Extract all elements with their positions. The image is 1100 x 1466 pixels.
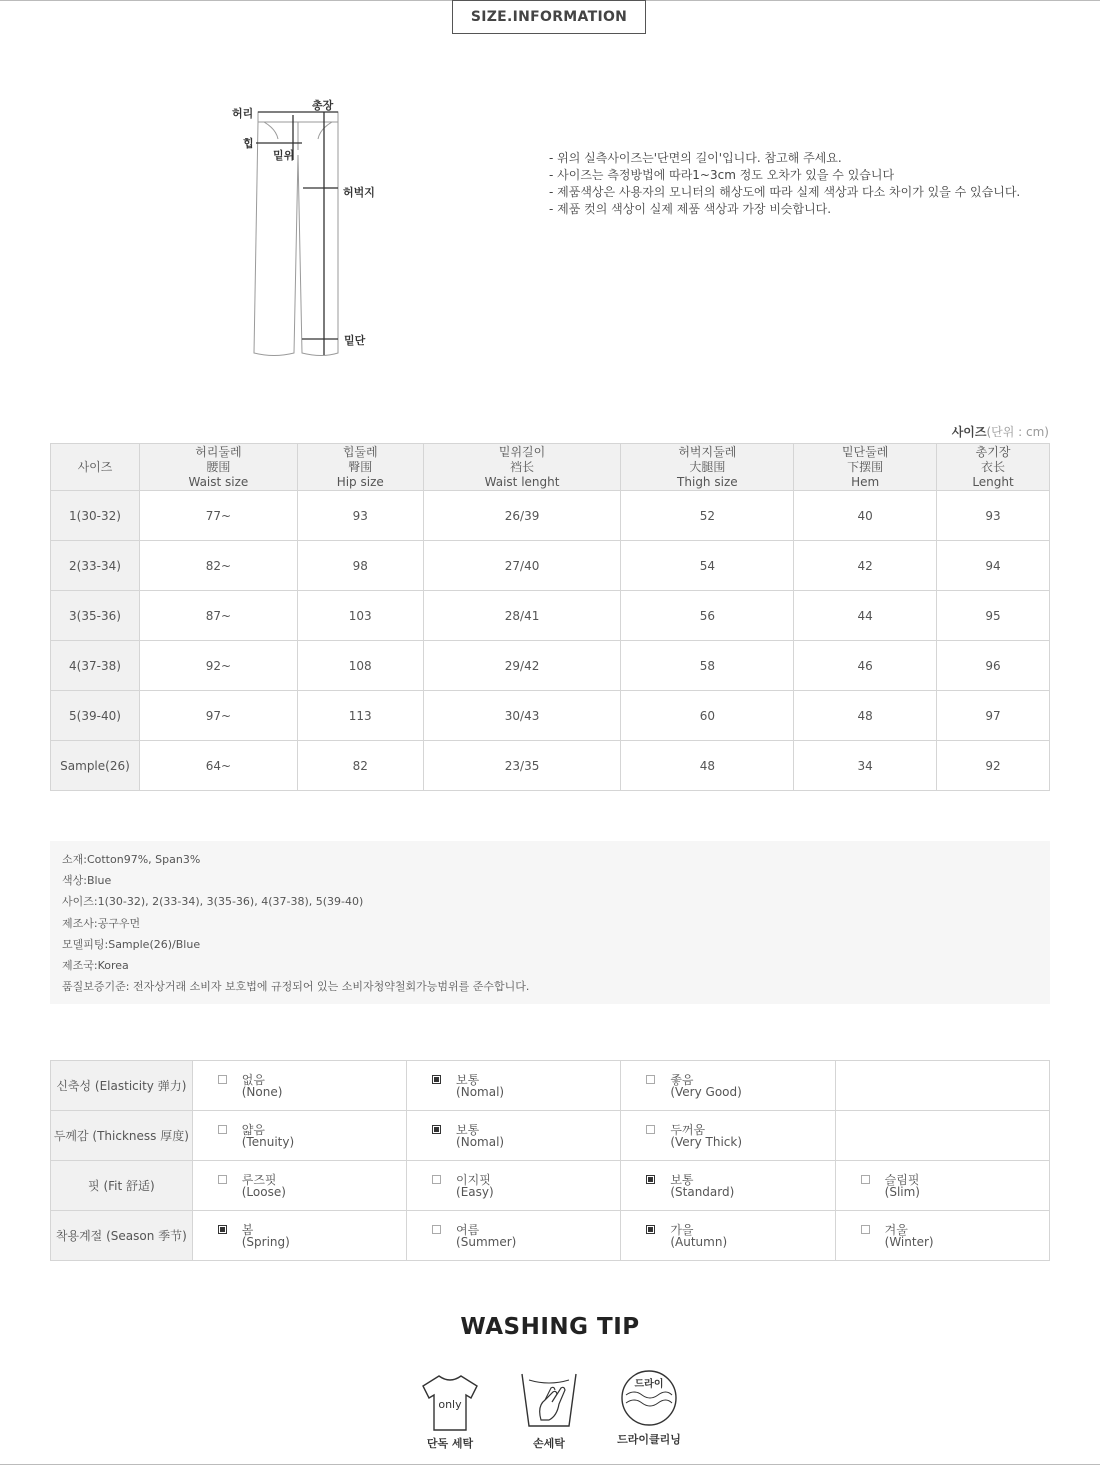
attribute-option <box>621 1111 835 1161</box>
option-label-en: (Very Thick) <box>670 1135 743 1149</box>
size-cell: 58 <box>621 641 794 691</box>
info-model-fitting: 모델피팅:Sample(26)/Blue <box>62 937 201 951</box>
checkbox-checked-icon <box>646 1175 655 1184</box>
info-sizes: 사이즈:1(30-32), 2(33-34), 3(35-36), 4(37-38), 5(39-40) <box>62 895 364 909</box>
attribute-name: 두께감 (Thickness 厚度) <box>51 1111 193 1161</box>
option-label-ko: 얇음 <box>241 1123 265 1137</box>
checkbox-checked-icon <box>218 1225 227 1234</box>
header-hem: 밑단둘레 下摆围 Hem <box>794 444 937 491</box>
attribute-option <box>192 1111 406 1161</box>
label-rise: 밑위 <box>273 149 295 162</box>
size-cell: 103 <box>297 591 423 641</box>
option-label-ko: 가을 <box>670 1223 694 1237</box>
size-row <box>51 491 1050 541</box>
checkbox-empty-icon <box>432 1225 441 1234</box>
size-row <box>51 641 1050 691</box>
size-row <box>51 691 1050 741</box>
attribute-option <box>835 1161 1049 1211</box>
checkbox-empty-icon <box>218 1125 227 1134</box>
attribute-option-label <box>456 1174 494 1198</box>
size-cell-label: 2(33-34) <box>51 541 140 591</box>
size-cell: 34 <box>794 741 937 791</box>
checkbox-empty-icon <box>218 1075 227 1084</box>
attribute-option <box>407 1211 621 1261</box>
size-cell: 44 <box>794 591 937 641</box>
size-cell: 42 <box>794 541 937 591</box>
option-label-en: (Tenuity) <box>241 1135 295 1149</box>
option-label-en: (Nomal) <box>456 1085 505 1099</box>
attribute-option <box>621 1161 835 1211</box>
size-cell: 46 <box>794 641 937 691</box>
size-cell: 92~ <box>139 641 297 691</box>
size-cell: 27/40 <box>423 541 621 591</box>
label-dry-clean: 드라이클리닝 <box>617 1433 681 1446</box>
size-row <box>51 591 1050 641</box>
size-cell: 28/41 <box>423 591 621 641</box>
size-cell: 26/39 <box>423 491 621 541</box>
tshirt-only-icon <box>421 1372 479 1436</box>
option-label-en: (Spring) <box>241 1235 290 1249</box>
option-label-en: (Easy) <box>456 1185 494 1199</box>
size-cell: 93 <box>937 491 1050 541</box>
info-origin: 제조국:Korea <box>62 958 129 972</box>
attribute-name: 착용계절 (Season 季节) <box>51 1211 193 1261</box>
attribute-option <box>407 1061 621 1111</box>
option-label-en: (Autumn) <box>670 1235 728 1249</box>
checkbox-empty-icon <box>646 1125 655 1134</box>
option-label-en: (Very Good) <box>670 1085 742 1099</box>
attribute-option-label <box>670 1074 741 1098</box>
attribute-option <box>621 1061 835 1111</box>
option-label-ko: 겨울 <box>884 1223 908 1237</box>
attribute-row <box>51 1211 1050 1261</box>
label-waist: 허리 <box>232 107 254 120</box>
attribute-option-label <box>242 1124 294 1148</box>
size-cell-label: 3(35-36) <box>51 591 140 641</box>
size-cell: 94 <box>937 541 1050 591</box>
unit-label: 사이즈 <box>951 425 987 439</box>
attribute-option <box>192 1161 406 1211</box>
size-cell: 82~ <box>139 541 297 591</box>
attribute-option <box>192 1211 406 1261</box>
attribute-table <box>50 1060 1050 1261</box>
unit-caption <box>952 423 1049 440</box>
size-cell: 29/42 <box>423 641 621 691</box>
header-size: 사이즈 <box>51 444 140 491</box>
hand-wash-icon <box>519 1370 579 1436</box>
attribute-option <box>407 1111 621 1161</box>
option-label-ko: 좋음 <box>670 1073 694 1087</box>
label-thigh: 허벅지 <box>343 186 375 199</box>
attribute-option-label <box>670 1224 727 1248</box>
attribute-option-label <box>456 1124 504 1148</box>
option-label-ko: 슬림핏 <box>884 1173 920 1187</box>
label-wash-alone: 단독 세탁 <box>426 1437 474 1450</box>
size-cell: 54 <box>621 541 794 591</box>
dry-clean-icon <box>620 1369 678 1431</box>
size-cell-label: 5(39-40) <box>51 691 140 741</box>
size-cell: 52 <box>621 491 794 541</box>
attribute-option-label <box>885 1174 920 1198</box>
size-cell: 56 <box>621 591 794 641</box>
option-label-en: (Winter) <box>884 1235 934 1249</box>
size-cell: 92 <box>937 741 1050 791</box>
checkbox-checked-icon <box>646 1225 655 1234</box>
option-label-ko: 이지핏 <box>456 1173 491 1187</box>
size-table-header <box>51 444 1050 491</box>
note-line: - 제품 컷의 색상이 실제 제품 색상과 가장 비슷합니다. <box>549 202 832 216</box>
checkbox-checked-icon <box>432 1075 441 1084</box>
size-cell: 48 <box>621 741 794 791</box>
size-cell-label: 1(30-32) <box>51 491 140 541</box>
size-cell: 82 <box>297 741 423 791</box>
checkbox-checked-icon <box>432 1125 441 1134</box>
attribute-option-label <box>242 1074 283 1098</box>
option-label-ko: 두꺼움 <box>670 1123 706 1137</box>
size-cell: 97 <box>937 691 1050 741</box>
product-info-box <box>50 841 1050 1004</box>
tshirt-only-text: only <box>438 1398 462 1411</box>
option-label-en: (Summer) <box>456 1235 517 1249</box>
option-label-ko: 여름 <box>456 1223 480 1237</box>
attribute-option-label <box>670 1124 742 1148</box>
size-notes <box>549 150 1029 218</box>
label-hand-wash: 손세탁 <box>533 1437 565 1450</box>
option-label-ko: 루즈핏 <box>241 1173 277 1187</box>
info-manufacturer: 제조사:공구우먼 <box>62 916 141 930</box>
checkbox-empty-icon <box>861 1175 870 1184</box>
attribute-option-label <box>242 1224 290 1248</box>
option-label-en: (None) <box>241 1085 283 1099</box>
header-length: 총기장 衣长 Lenght <box>937 444 1050 491</box>
size-row <box>51 741 1050 791</box>
option-label-en: (Standard) <box>670 1185 735 1199</box>
attribute-row <box>51 1111 1050 1161</box>
attribute-name: 신축성 (Elasticity 弹力) <box>51 1061 193 1111</box>
size-cell: 23/35 <box>423 741 621 791</box>
size-cell-label: 4(37-38) <box>51 641 140 691</box>
option-label-ko: 보통 <box>456 1073 480 1087</box>
checkbox-empty-icon <box>432 1175 441 1184</box>
attribute-option-label <box>456 1074 504 1098</box>
attribute-option <box>835 1211 1049 1261</box>
size-cell-label: Sample(26) <box>51 741 140 791</box>
attribute-empty-cell <box>835 1061 1049 1111</box>
size-cell: 87~ <box>139 591 297 641</box>
attribute-row <box>51 1161 1050 1211</box>
size-row <box>51 541 1050 591</box>
checkbox-empty-icon <box>218 1175 227 1184</box>
size-cell: 30/43 <box>423 691 621 741</box>
attribute-option <box>407 1161 621 1211</box>
header-rise: 밑위길이 裆长 Waist lenght <box>423 444 621 491</box>
option-label-ko: 봄 <box>241 1223 254 1237</box>
size-cell: 77~ <box>139 491 297 541</box>
attribute-row <box>51 1061 1050 1111</box>
size-cell: 96 <box>937 641 1050 691</box>
option-label-ko: 보통 <box>456 1123 480 1137</box>
washing-tip-title: WASHING TIP <box>460 1314 640 1340</box>
checkbox-empty-icon <box>646 1075 655 1084</box>
info-color: 색상:Blue <box>62 874 112 888</box>
note-line: - 사이즈는 측정방법에 따라1~3cm 정도 오차가 있을 수 있습니다 <box>549 168 895 182</box>
size-cell: 98 <box>297 541 423 591</box>
info-material: 소재:Cotton97%, Span3% <box>62 853 201 866</box>
attribute-empty-cell <box>835 1111 1049 1161</box>
attribute-option-label <box>670 1174 734 1198</box>
size-cell: 64~ <box>139 741 297 791</box>
checkbox-empty-icon <box>861 1225 870 1234</box>
attribute-option <box>192 1061 406 1111</box>
info-warranty: 품질보증기준: 전자상거래 소비자 보호법에 규정되어 있는 소비자청약철회가능범위를 준수합니다. <box>62 980 530 994</box>
header-hip: 힙둘레 臀围 Hip size <box>297 444 423 491</box>
label-total-length: 총장 <box>312 99 334 112</box>
section-title: SIZE.INFORMATION <box>452 0 646 34</box>
label-hem: 밑단 <box>344 334 366 347</box>
size-cell: 95 <box>937 591 1050 641</box>
option-label-en: (Nomal) <box>456 1135 505 1149</box>
attribute-option <box>621 1211 835 1261</box>
attribute-name: 핏 (Fit 舒适) <box>51 1161 193 1211</box>
label-hip: 힙 <box>243 137 254 150</box>
size-table <box>50 443 1050 791</box>
size-cell: 97~ <box>139 691 297 741</box>
option-label-ko: 없음 <box>241 1073 265 1087</box>
option-label-ko: 보통 <box>670 1173 694 1187</box>
header-waist: 허리둘레 腰围 Waist size <box>139 444 297 491</box>
note-line: - 제품색상은 사용자의 모니터의 해상도에 따라 실제 색상과 다소 차이가 있을 수 있습니다. <box>549 185 1021 199</box>
note-line: - 위의 실측사이즈는'단면의 길이'입니다. 참고해 주세요. <box>549 151 842 165</box>
attribute-option-label <box>242 1174 286 1198</box>
option-label-en: (Loose) <box>241 1185 286 1199</box>
size-cell: 108 <box>297 641 423 691</box>
option-label-en: (Slim) <box>884 1185 920 1199</box>
dry-clean-text: 드라이 <box>634 1379 664 1390</box>
size-cell: 113 <box>297 691 423 741</box>
attribute-option-label <box>885 1224 934 1248</box>
size-cell: 60 <box>621 691 794 741</box>
unit-value: (단위 : cm) <box>986 425 1049 439</box>
bottom-divider <box>0 1464 1100 1465</box>
size-cell: 93 <box>297 491 423 541</box>
pants-diagram <box>228 95 398 369</box>
attribute-option-label <box>456 1224 516 1248</box>
size-cell: 40 <box>794 491 937 541</box>
header-thigh: 허벅지둘레 大腿围 Thigh size <box>621 444 794 491</box>
size-cell: 48 <box>794 691 937 741</box>
